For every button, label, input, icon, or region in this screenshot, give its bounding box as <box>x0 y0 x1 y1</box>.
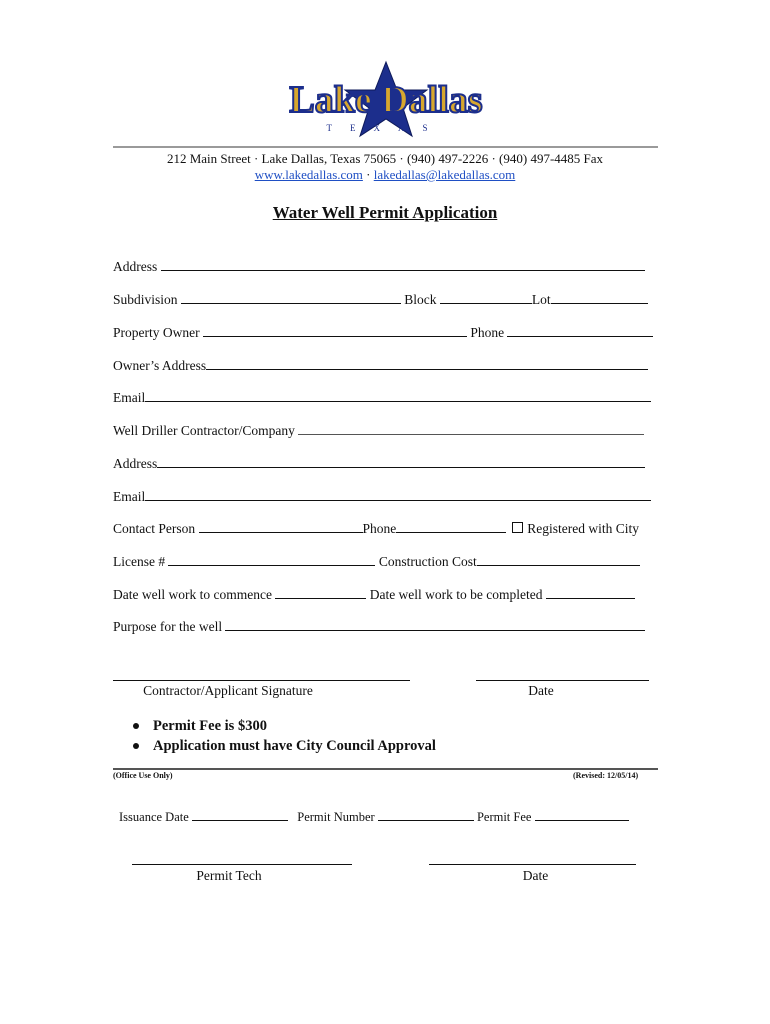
contact-person-label: Contact Person <box>113 521 196 536</box>
owner-row <box>113 324 653 341</box>
applicant-signature-line[interactable] <box>113 680 410 681</box>
council-approval-note: Application must have City Council Approval <box>153 737 436 754</box>
email-link[interactable]: lakedallas@lakedallas.com <box>373 167 516 182</box>
email-label: Email <box>113 390 146 405</box>
driller-address-row <box>113 455 645 472</box>
permit-fee-field[interactable] <box>535 808 629 821</box>
svg-text:Lake Dallas: Lake Dallas <box>289 79 483 121</box>
bullet-icon <box>133 723 139 729</box>
property-owner-label: Property Owner <box>113 325 200 340</box>
contact-phone-label: Phone <box>362 521 397 536</box>
address-label: Address <box>113 259 158 274</box>
list-item <box>133 736 436 756</box>
issuance-date-field[interactable] <box>192 808 288 821</box>
permit-tech-label: Permit Tech <box>196 868 262 883</box>
revised-label: (Revised: 12/05/14) <box>573 771 639 780</box>
construction-cost-label: Construction Cost <box>378 554 477 569</box>
lake-dallas-logo <box>246 60 526 138</box>
address-row <box>113 258 645 275</box>
purpose-field[interactable] <box>225 618 645 631</box>
permit-fee-label: Permit Fee <box>476 810 532 824</box>
office-date-label: Date <box>522 868 549 883</box>
driller-address-label: Address <box>113 456 158 471</box>
purpose-label: Purpose for the well <box>113 619 223 634</box>
property-owner-field[interactable] <box>203 324 467 337</box>
svg-text:TEXAS: TEXAS <box>326 123 446 133</box>
permit-fee-note: Permit Fee is $300 <box>153 717 267 734</box>
date-completed-field[interactable] <box>546 586 635 599</box>
contact-person-field[interactable] <box>199 520 363 533</box>
driller-email-field[interactable] <box>145 488 651 501</box>
office-use-label: (Office Use Only) <box>113 771 173 780</box>
block-label: Block <box>404 292 437 307</box>
registered-checkbox[interactable] <box>512 522 523 533</box>
subdivision-row <box>113 291 648 308</box>
contact-phone-field[interactable] <box>396 520 506 533</box>
office-date-line[interactable] <box>429 864 636 865</box>
address-field[interactable] <box>161 258 645 271</box>
office-fields-row <box>119 808 629 825</box>
lot-field[interactable] <box>551 291 648 304</box>
office-use-rule <box>113 768 658 770</box>
permit-tech-line[interactable] <box>132 864 352 865</box>
owners-address-field[interactable] <box>206 357 648 370</box>
driller-row <box>113 422 644 439</box>
date-commence-field[interactable] <box>275 586 366 599</box>
date-commence-label: Date well work to commence <box>113 587 272 602</box>
purpose-row <box>113 618 645 635</box>
permit-number-label: Permit Number <box>297 810 375 824</box>
owners-address-label: Owner’s Address <box>113 358 207 373</box>
construction-cost-field[interactable] <box>477 553 640 566</box>
license-label: License # <box>113 554 166 569</box>
phone-label: Phone <box>470 325 505 340</box>
registered-label: Registered with City <box>527 521 639 536</box>
dates-row <box>113 586 635 603</box>
applicant-date-line[interactable] <box>476 680 649 681</box>
driller-email-row <box>113 488 651 505</box>
contact-person-row <box>113 520 639 537</box>
license-field[interactable] <box>168 553 375 566</box>
applicant-date-label: Date <box>528 683 554 698</box>
subdivision-field[interactable] <box>181 291 401 304</box>
applicant-signature-label: Contractor/Applicant Signature <box>143 683 313 698</box>
email-row <box>113 389 651 406</box>
subdivision-label: Subdivision <box>113 292 178 307</box>
email-field[interactable] <box>145 389 651 402</box>
block-field[interactable] <box>440 291 532 304</box>
website-link[interactable]: www.lakedallas.com <box>254 167 363 182</box>
driller-field[interactable] <box>298 422 644 435</box>
lot-label: Lot <box>531 292 551 307</box>
header-rule <box>113 146 658 148</box>
contact-line: 212 Main Street · Lake Dallas, Texas 75065 · (940) 497-2226 · (940) 497-4485 Fax <box>166 151 604 166</box>
list-item <box>133 716 436 736</box>
driller-email-label: Email <box>113 489 146 504</box>
page-title: Water Well Permit Application <box>272 203 498 222</box>
permit-number-field[interactable] <box>378 808 474 821</box>
driller-address-field[interactable] <box>157 455 645 468</box>
notes-list <box>133 716 436 756</box>
contact-links <box>0 167 770 183</box>
issuance-date-label: Issuance Date <box>119 810 189 824</box>
driller-label: Well Driller Contractor/Company <box>113 423 295 438</box>
bullet-icon <box>133 743 139 749</box>
owners-address-row <box>113 357 648 374</box>
date-completed-label: Date well work to be completed <box>369 587 543 602</box>
owner-phone-field[interactable] <box>507 324 653 337</box>
license-row <box>113 553 640 570</box>
link-separator: · <box>362 167 374 182</box>
